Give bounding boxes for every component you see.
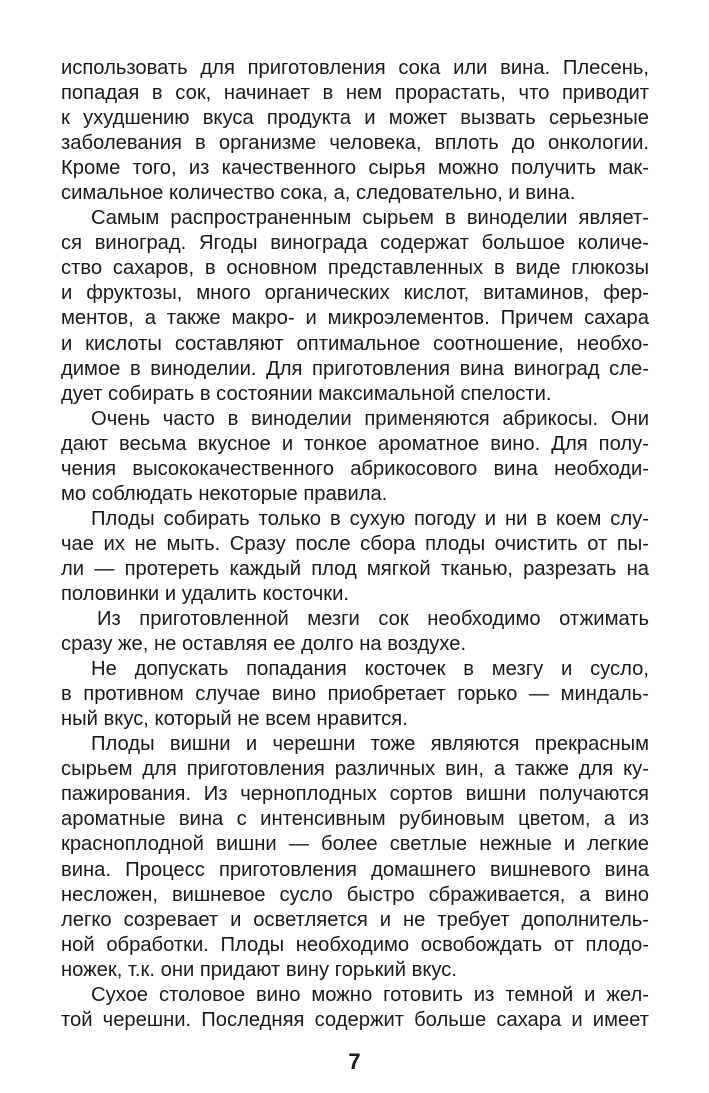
text-line: и фруктозы, много органических кислот, витаминов, фер- <box>61 282 649 305</box>
paragraph <box>61 56 649 206</box>
text-line: краснoплодной вишни — более светлые нежные и легкие <box>61 833 649 856</box>
paragraph <box>61 607 649 657</box>
text-line: ножек, т.к. они придают вину горький вкус. <box>61 958 457 981</box>
text-line: Самым распространенным сырьем в виноделии являет- <box>91 207 649 230</box>
text-line: ся виноград. Ягоды винограда содержат большое количе- <box>61 232 649 255</box>
text-line: к ухудшению вкуса продукта и может вызвать серьезные <box>61 107 649 130</box>
text-line: ство сахаров, в основном представленных в виде глюкозы <box>61 257 649 280</box>
text-line: Кроме того, из качественного сырья можно получить мак- <box>61 157 649 180</box>
text-line: ной обработки. Плоды необходимо освобождать от плодо- <box>61 933 649 956</box>
text-line: сразу же, не оставляя ее долго на воздухе. <box>61 633 467 656</box>
text-line: димое в виноделии. Для приготовления вина виноград сле- <box>61 357 649 380</box>
text-line: Не допускать попадания косточек в мезгу и сусло, <box>91 658 649 681</box>
text-line: вина. Процесс приготовления домашнего вишневого вина <box>61 858 649 881</box>
paragraph <box>61 983 649 1033</box>
text-line: Сухое столовое вино можно готовить из темной и жел- <box>91 983 649 1006</box>
text-line: дают весьма вкусное и тонкое ароматное вино. Для полу- <box>61 432 649 455</box>
paragraph <box>61 657 649 732</box>
text-line: Из приготовленной мезги сок необходимо отжимать <box>97 608 649 631</box>
text-line: ароматные вина с интенсивным рубиновым цветом, а из <box>61 808 649 831</box>
text-line: половинки и удалить косточки. <box>61 582 349 605</box>
text-line: симальное количество сока, а, следовательно, и вина. <box>61 182 576 205</box>
paragraph <box>61 507 649 607</box>
text-line: ли — протереть каждый плод мягкой тканью, разрезать на <box>61 557 649 580</box>
text-line: Очень часто в виноделии применяются абрикосы. Они <box>91 407 649 430</box>
text-line: чения высококачественного абрикосового вина необходи- <box>61 457 649 480</box>
text-line: и кислоты составляют оптимальное соотношение, необхо- <box>61 332 649 355</box>
text-line: легко созревает и осветляется и не требует дополнитель- <box>61 908 649 931</box>
paragraph <box>61 732 649 982</box>
text-line: той черешни. Последняя содержит больше сахара и имеет <box>61 1008 649 1031</box>
body-text <box>61 56 649 1033</box>
text-line: попадая в сок, начинает в нем прорастать, что приводит <box>61 82 649 105</box>
text-line: чае их не мыть. Сразу после сбора плоды очистить от пы- <box>61 532 649 555</box>
paragraph <box>61 407 649 507</box>
text-line: сырьем для приготовления различных вин, а также для ку- <box>61 758 649 781</box>
text-line: ментов, а также макро- и микроэлементов. Причем сахара <box>61 307 649 330</box>
text-line: мо соблюдать некоторые правила. <box>61 482 388 505</box>
paragraph <box>61 206 649 406</box>
text-line: Плоды собирать только в сухую погоду и ни в коем слу- <box>91 507 649 530</box>
text-line: ный вкус, который не всем нравится. <box>61 708 408 731</box>
text-line: пажирования. Из черноплодных сортов вишни получаются <box>61 783 649 806</box>
text-line: несложен, вишневое сусло быстро сбраживается, а вино <box>61 883 649 906</box>
text-line: в противном случае вино приобретает горько — миндаль- <box>61 683 649 706</box>
page-number: 7 <box>348 1049 361 1074</box>
text-line: дует собирать в состоянии максимальной спелости. <box>61 382 552 405</box>
text-line: Плоды вишни и черешни тоже являются прекрасным <box>91 733 649 756</box>
text-line: заболевания в организме человека, вплоть до онкологии. <box>61 132 649 155</box>
text-line: использовать для приготовления сока или вина. Плесень, <box>61 57 649 79</box>
